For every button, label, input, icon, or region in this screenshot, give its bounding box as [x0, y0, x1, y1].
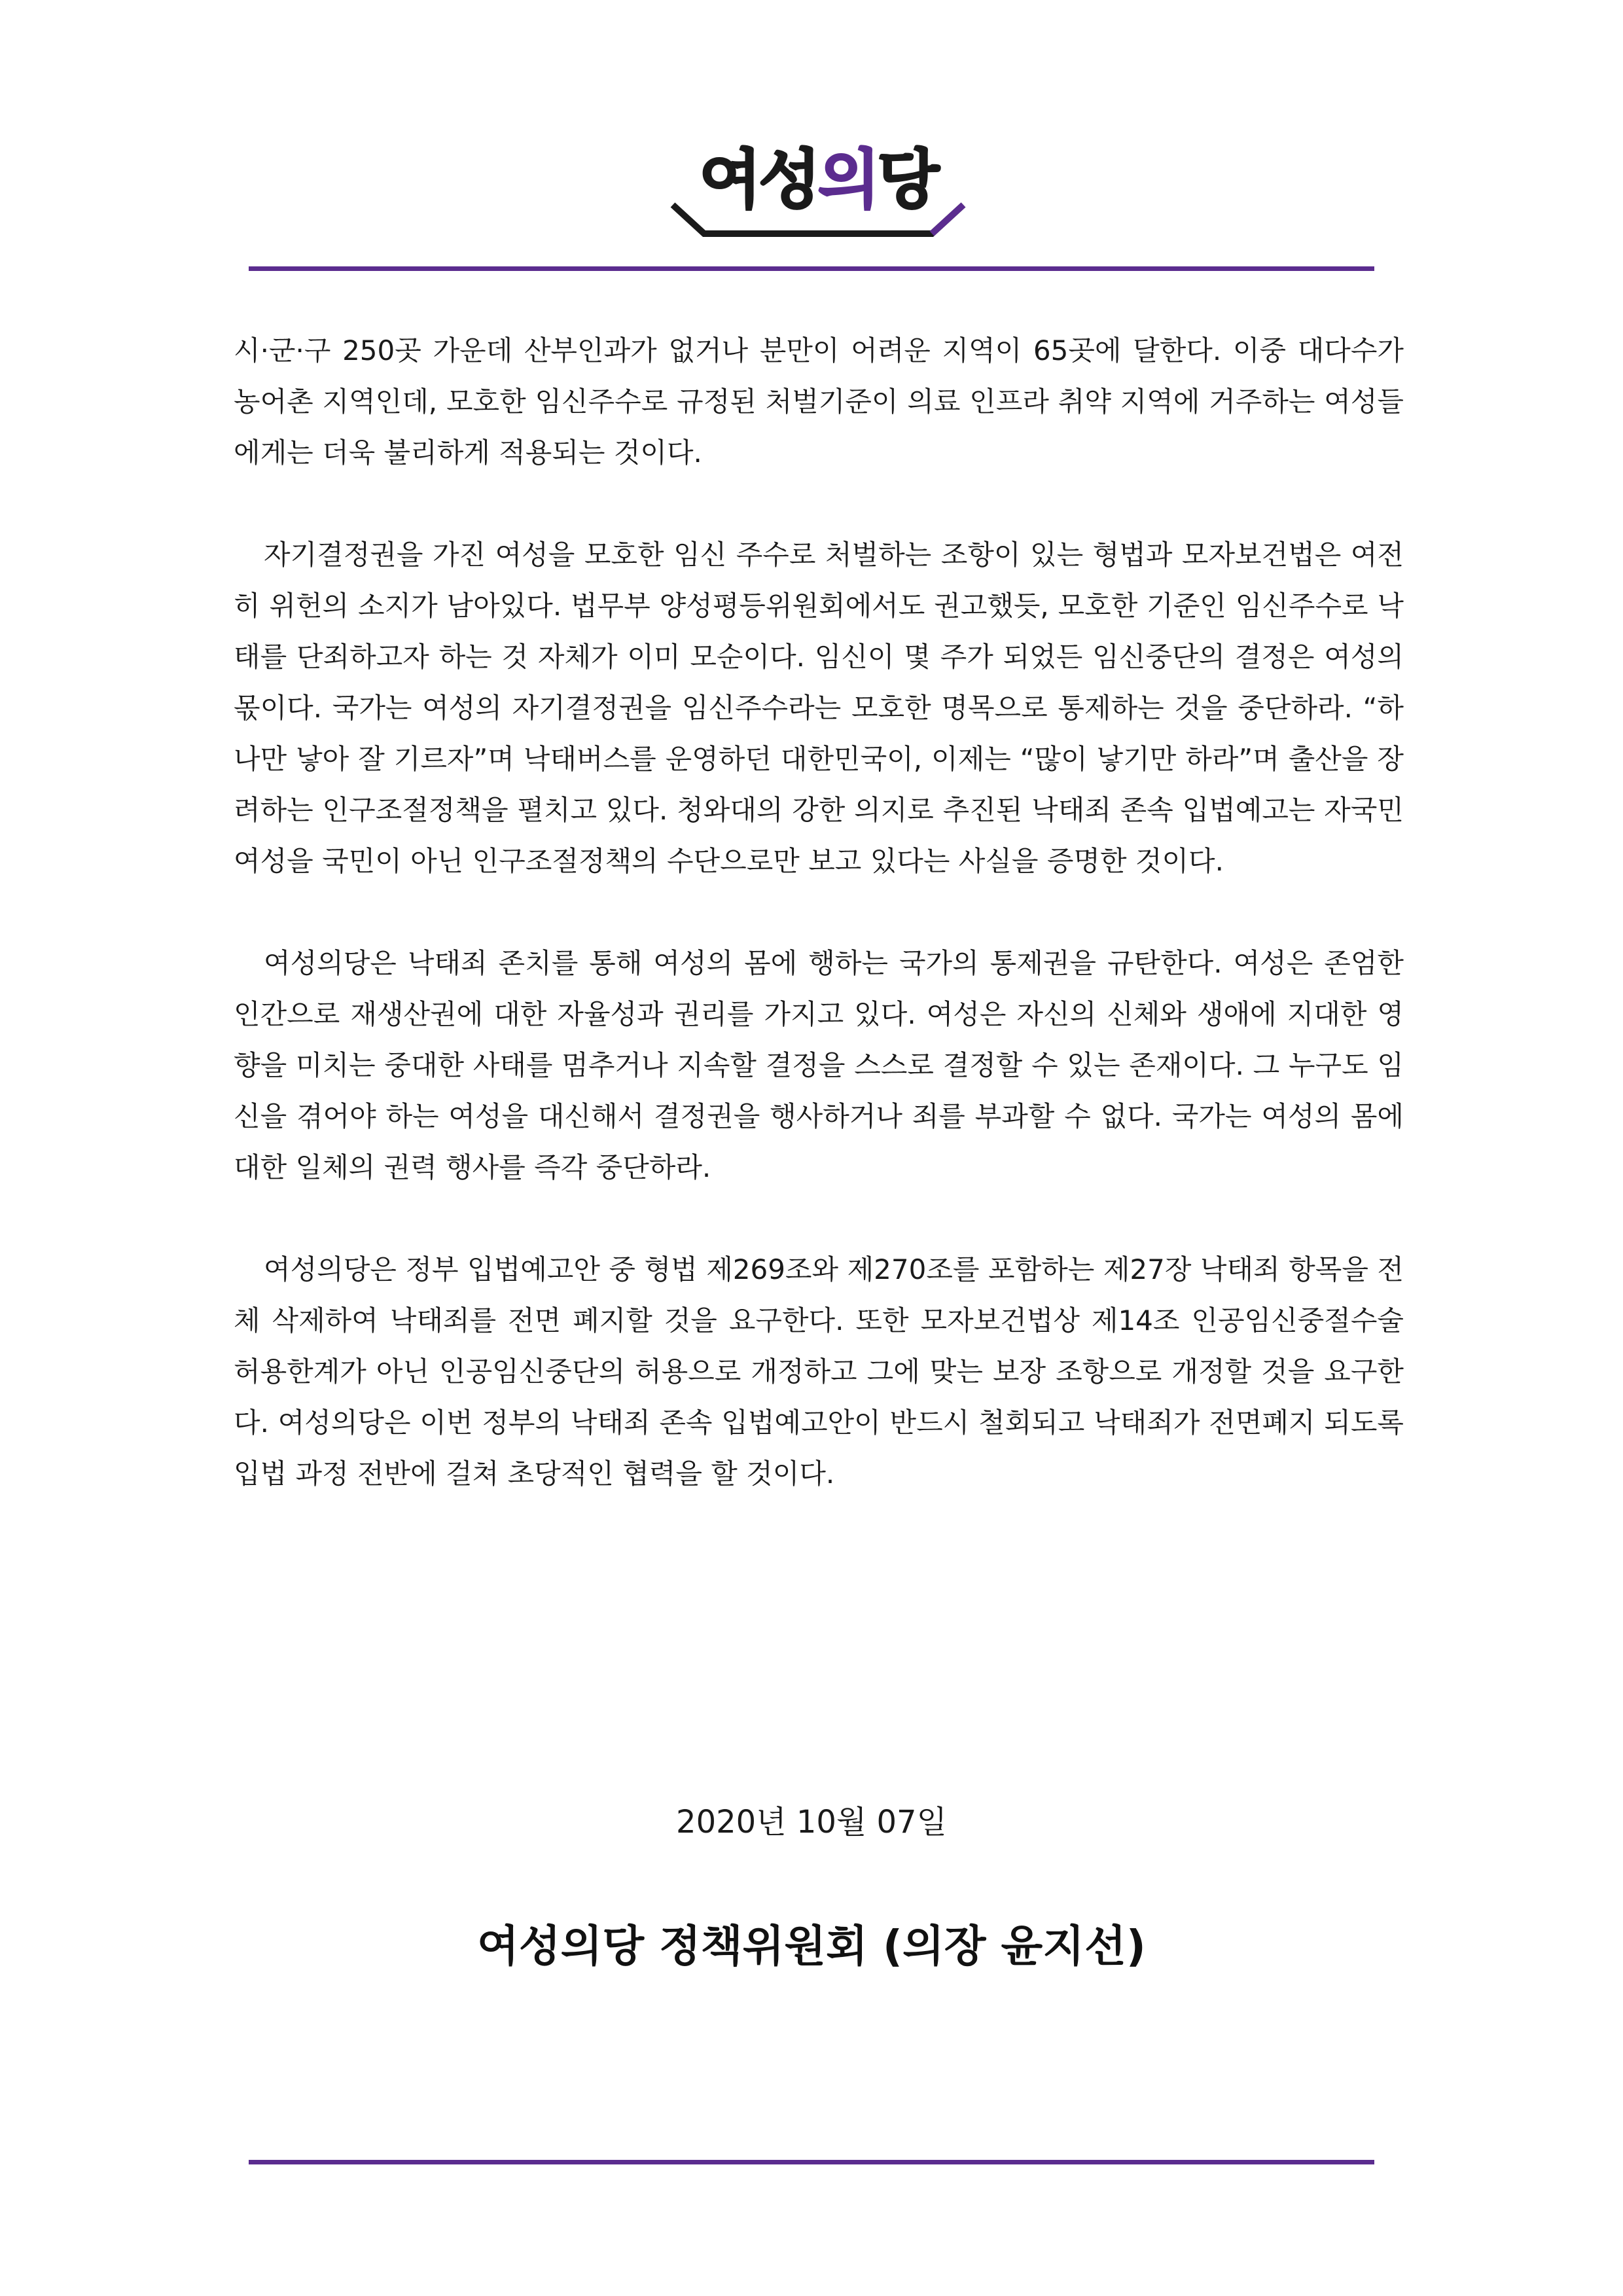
header-divider: [249, 266, 1374, 271]
logo-accent: 의: [818, 143, 878, 217]
party-logo: [668, 141, 969, 245]
statement-body: [234, 325, 1404, 1551]
logo-part1: 여성: [699, 143, 818, 217]
paragraph-3: 여성의당은 낙태죄 존치를 통해 여성의 몸에 행하는 국가의 통제권을 규탄한다. 여성은 존엄한 인간으로 재생산권에 대한 자율성과 권리를 가지고 있다. 여성은 자신의 신체와 생애에 지대한 영향을 미치는 중대한 사태를 멈추거나 지속할 결정을 스스로 결정할 수 있는 존재이다. 그 누구도 임신을 겪어야 하는 여성을 대신해서 결정권을 행사하거나 죄를 부과할 수 없다. 국가는 여성의 몸에 대한 일체의 권력 행사를 즉각 중단하라.: [234, 947, 1404, 1183]
logo-part2: 당: [877, 143, 937, 217]
paragraph-1: 시·군·구 250곳 가운데 산부인과가 없거나 분만이 어려운 지역이 65곳에 달한다. 이중 대다수가 농어촌 지역인데, 모호한 임신주수로 규정된 처벌기준이 의료 인프라 취약 지역에 거주하는 여성들에게는 더욱 불리하게 적용되는 것이다.: [234, 334, 1404, 469]
paragraph-2: 자기결정권을 가진 여성을 모호한 임신 주수로 처벌하는 조항이 있는 형법과 모자보건법은 여전히 위헌의 소지가 남아있다. 법무부 양성평등위원회에서도 권고했듯, 모호한 기준인 임신주수로 낙태를 단죄하고자 하는 것 자체가 이미 모순이다. 임신이 몇 주가 되었든 임신중단의 결정은 여성의 몫이다. 국가는 여성의 자기결정권을 임신주수라는 모호한 명목으로 통제하는 것을 중단하라. “하나만 낳아 잘 기르자”며 낙태버스를 운영하던 대한민국이, 이제는 “많이 낳기만 하라”며 출산을 장려하는 인구조절정책을 펼치고 있다. 청와대의 강한 의지로 추진된 낙태죄 존속 입법예고는 자국민 여성을 국민이 아닌 인구조절정책의 수단으로만 보고 있다는 사실을 증명한 것이다.: [234, 539, 1404, 877]
signature: 여성의당 정책위원회 (의장 윤지선): [477, 1921, 1146, 1971]
footer-divider: [249, 2160, 1374, 2164]
statement-date: 2020년 10월 07일: [676, 1804, 947, 1840]
logo-chevron-icon: [668, 193, 969, 245]
paragraph-4: 여성의당은 정부 입법예고안 중 형법 제269조와 제270조를 포함하는 제27장 낙태죄 항목을 전체 삭제하여 낙태죄를 전면 폐지할 것을 요구한다. 또한 모자보건법상 제14조 인공임신중절수술 허용한계가 아닌 인공임신중단의 허용으로 개정하고 그에 맞는 보장 조항으로 개정할 것을 요구한다. 여성의당은 이번 정부의 낙태죄 존속 입법예고안이 반드시 철회되고 낙태죄가 전면폐지 되도록 입법 과정 전반에 걸쳐 초당적인 협력을 할 것이다.: [234, 1253, 1404, 1490]
